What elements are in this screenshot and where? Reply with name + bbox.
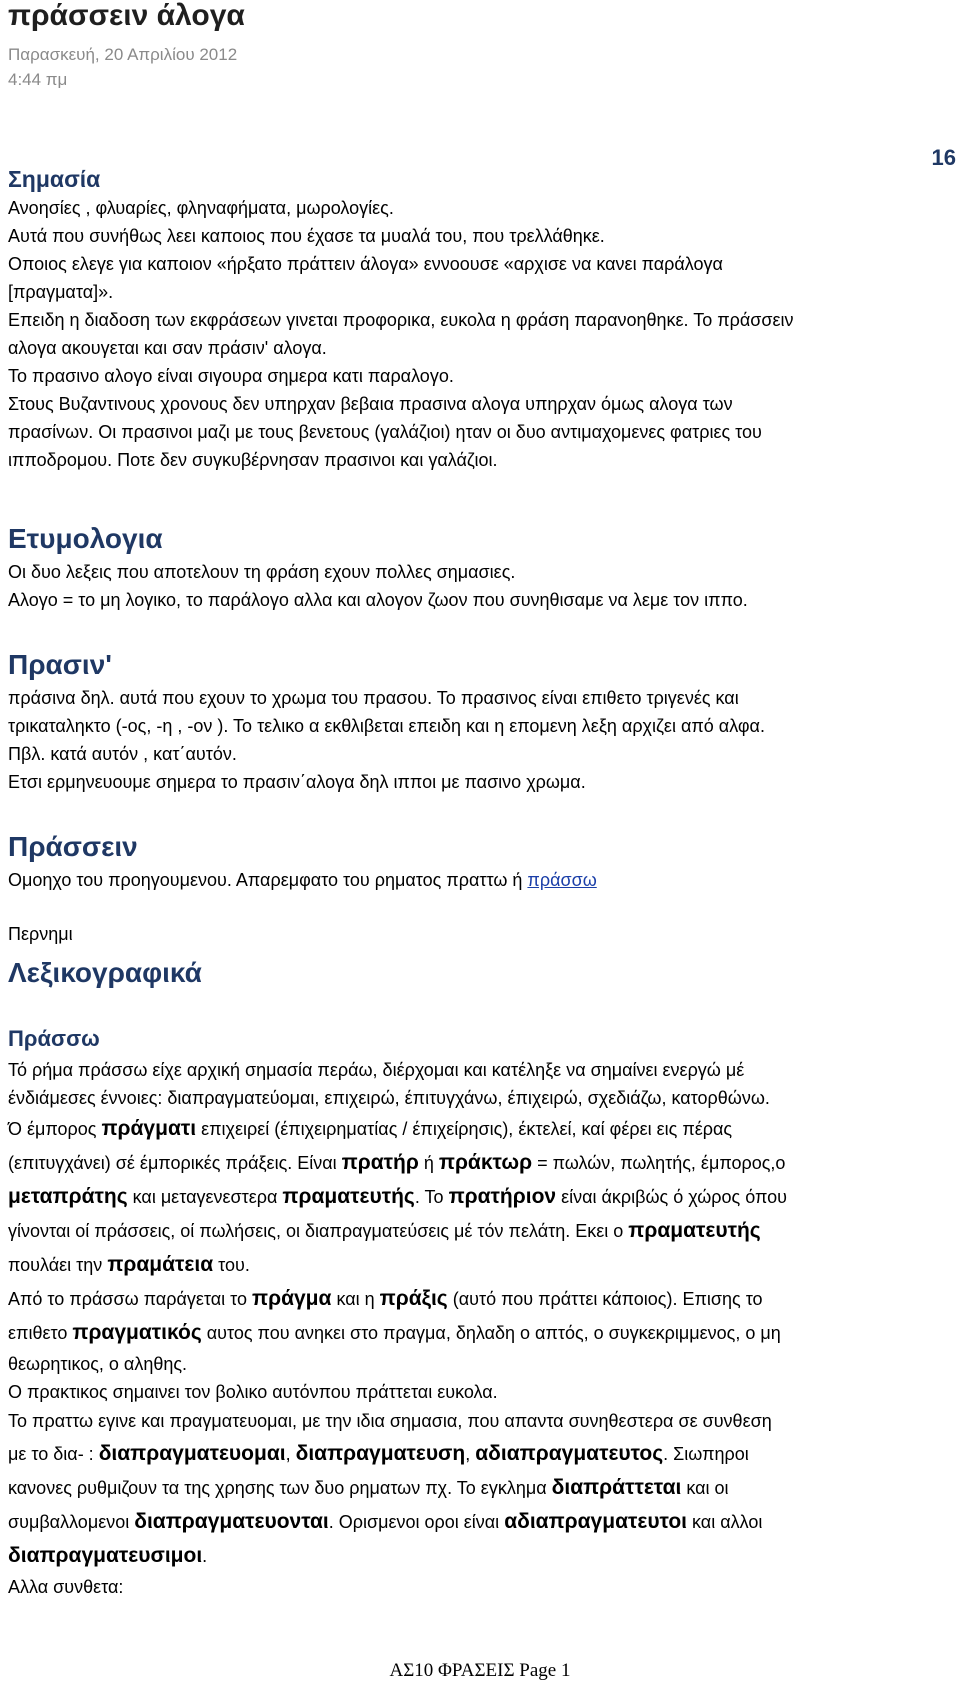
text-span: (αυτό που πράττει κάποιος). Επισης το xyxy=(447,1289,763,1309)
text-line: Τό ρήμα πράσσω είχε αρχική σημασία περάω, διέρχομαι και κατέληξε να σημαίνει ενεργώ μέ xyxy=(8,1060,745,1080)
date-label: Παρασκευή, 20 Απριλίου 2012 xyxy=(8,45,238,64)
bold-term: διαπραγματευση xyxy=(295,1442,466,1465)
bold-term: πραματευτής xyxy=(628,1219,761,1242)
bold-term: πράγμα xyxy=(252,1287,332,1310)
text-span: = πωλών, πωλητής, έμπορος,ο xyxy=(532,1153,786,1173)
text-span: , xyxy=(285,1444,296,1464)
section-lexicographic xyxy=(8,956,948,990)
text-span: (επιτυγχάνει) σέ έμπορικές πράξεις. Είναι xyxy=(8,1153,342,1173)
text-span: συμβαλλομενοι xyxy=(8,1512,135,1532)
text-line: [πραγματα]». xyxy=(8,282,114,302)
bold-term: πράξις xyxy=(379,1287,448,1310)
text-span: και αλλοι xyxy=(687,1512,763,1532)
text-span: κανονες ρυθμιζουν τα της χρησης των δυο ρηματων πχ. Το εγκλημα xyxy=(8,1478,552,1498)
text-line: Στους Βυζαντινους χρονους δεν υπηρχαν βεβαια πρασινα αλογα υπηρχαν όμως αλογα των xyxy=(8,394,733,414)
bold-term: πράκτωρ xyxy=(438,1151,533,1174)
text-span: . Ορισμενοι οροι είναι xyxy=(328,1512,505,1532)
text-span: Ό έμπορος xyxy=(8,1119,102,1139)
text-line: Ετσι ερμηνευουμε σημερα το πρασιν΄αλογα δηλ ιπποι με πασινο χρωμα. xyxy=(8,772,586,792)
bold-term: αδιαπραγματευτος xyxy=(475,1442,664,1465)
text-line: θεωρητικος, ο αληθης. xyxy=(8,1354,188,1374)
page-number-marker: 16 xyxy=(931,145,956,170)
text-span: . Σιωπηροι xyxy=(663,1444,749,1464)
text-line xyxy=(8,1146,948,1180)
text-span: αυτος που ανηκει στο πραγμα, δηλαδη ο απτός, ο συγκεκριμμενος, ο μη xyxy=(201,1323,781,1343)
heading-prasin: Πρασιν' xyxy=(8,649,112,680)
text-span: και οι xyxy=(681,1478,729,1498)
page-footer: ΑΣ10 ΦΡΑΣΕΙΣ Page 1 xyxy=(389,1660,571,1681)
bold-term: διαπραγματευομαι xyxy=(98,1442,286,1465)
prasso-link[interactable]: πράσσω xyxy=(527,870,597,890)
text-line: Οποιος ελεγε για καποιον «ήρξατο πράττειν άλογα» εννοουσε «αρχισε να κανει παράλογα xyxy=(8,254,723,274)
bold-term: πρατήρ xyxy=(341,1151,419,1174)
text-line xyxy=(8,1180,948,1214)
text-line: Το πρασινο αλογο είναι σιγουρα σημερα κατι παραλογο. xyxy=(8,366,454,386)
bold-term: διαπράττεται xyxy=(551,1476,682,1499)
text-line xyxy=(8,1214,948,1248)
text-line xyxy=(8,1282,948,1316)
bold-term: διαπραγματευονται xyxy=(134,1510,329,1533)
section-etymology xyxy=(8,522,948,614)
bold-term: πρατήριον xyxy=(448,1185,557,1208)
text-span: και μεταγενεστερα xyxy=(127,1187,283,1207)
text-span: είναι άκριβώς ό χώρος όπου xyxy=(556,1187,787,1207)
text-line: τρικαταληκτο (-ος, -η , -ον ). Το τελικο α εκθλιβεται επειδη και η επομενη λεξη αρχιζει από αλφα. xyxy=(8,716,765,736)
bold-term: αδιαπραγματευτοι xyxy=(504,1510,688,1533)
text-line xyxy=(8,1112,948,1146)
text-span: γίνονται οί πράσσεις, οί πωλήσεις, οι διαπραγματεύσεις μέ τόν πελάτη. Εκει ο xyxy=(8,1221,629,1241)
text-span: με το δια- : xyxy=(8,1444,99,1464)
text-line: Πβλ. κατά αυτόν , κατ΄αυτόν. xyxy=(8,744,237,764)
text-line: Αλλα συνθετα: xyxy=(8,1577,124,1597)
text-line xyxy=(8,1505,948,1539)
text-line: Αλογο = το μη λογικο, το παράλογο αλλα και αλογον ζωον που συνηθισαμε να λεμε τον ιππο. xyxy=(8,590,748,610)
text-line: ιπποδρομου. Ποτε δεν συγκυβέρνησαν πρασινοι και γαλάζιοι. xyxy=(8,450,498,470)
heading-etymology: Ετυμολογια xyxy=(8,523,163,554)
text-line: Ανοησίες , φλυαρίες, φληναφήματα, μωρολογίες. xyxy=(8,198,394,218)
text-line xyxy=(8,866,948,894)
text-span: . xyxy=(202,1546,208,1566)
text-line xyxy=(8,1248,948,1282)
bold-term: πράγματι xyxy=(101,1117,197,1140)
bold-term: μεταπράτης xyxy=(8,1185,128,1208)
text-span: επιχειρεί (έπιχειρηματίας / έπιχείρησις), έκτελεί, καί φέρει εις πέρας xyxy=(196,1119,733,1139)
text-span: πουλάει την xyxy=(8,1255,108,1275)
text-line: Αυτά που συνήθως λεει καποιος που έχασε τα μυαλά του, που τρελλάθηκε. xyxy=(8,226,605,246)
text-line: Επειδη η διαδοση των εκφράσεων γινεται προφορικα, ευκολα η φράση παρανοηθηκε. Το πράσσειν xyxy=(8,310,794,330)
section-prassein xyxy=(8,830,948,948)
text-line xyxy=(8,1539,948,1573)
text-line: αλογα ακουγεται και σαν πράσιν' αλογα. xyxy=(8,338,327,358)
time-label: 4:44 πμ xyxy=(8,70,68,89)
bold-term: πραγματικός xyxy=(72,1321,202,1344)
bold-term: πραμάτεια xyxy=(107,1253,214,1276)
text-line: ένδιάμεσες έννοιες: διαπραγματεύομαι, επιχειρώ, έπιτυγχάνω, έπιχειρώ, σχεδιάζω, κατορθώνω. xyxy=(8,1088,770,1108)
text-line xyxy=(8,1471,948,1505)
section-meaning xyxy=(8,164,948,474)
text-line: Ο πρακτικος σημαινει τον βολικο αυτόνπου πράττεται ευκολα. xyxy=(8,1382,498,1402)
text-span: ή xyxy=(418,1153,439,1173)
heading-lexicographic: Λεξικογραφικά xyxy=(8,957,202,988)
text-line: Οι δυο λεξεις που αποτελουν τη φράση εχουν πολλες σημασιες. xyxy=(8,562,516,582)
text-line: Το πραττω εγινε και πραγματευομαι, με την ιδια σημασια, που απαντα συνηθεστερα σε συνθεση xyxy=(8,1411,772,1431)
page-title: πράσσειν άλογα xyxy=(8,0,245,32)
text-span: του. xyxy=(213,1255,250,1275)
text-line xyxy=(8,1437,948,1471)
text-span: . Το xyxy=(414,1187,449,1207)
heading-prassein: Πράσσειν xyxy=(8,831,138,862)
section-prasso xyxy=(8,1024,948,1601)
text-line: Περνημι xyxy=(8,924,73,944)
heading-prasso: Πράσσω xyxy=(8,1026,100,1051)
prassein-text: Ομοηχο του προηγουμενου. Απαρεμφατο του ρηματος πραττω ή xyxy=(8,870,528,890)
heading-meaning: Σημασία xyxy=(8,166,101,192)
text-span: και η xyxy=(331,1289,380,1309)
text-line xyxy=(8,1316,948,1350)
text-line: πράσινα δηλ. αυτά που εχουν το χρωμα του πρασου. Το πρασινος είναι επιθετο τριγενές και xyxy=(8,688,739,708)
text-span: Από το πράσσω παράγεται το xyxy=(8,1289,253,1309)
bold-term: πραματευτής xyxy=(282,1185,415,1208)
text-span: επιθετο xyxy=(8,1323,73,1343)
section-prasin xyxy=(8,648,948,796)
text-line: πρασίνων. Οι πρασινοι μαζι με τους βενετους (γαλάζιοι) ηταν οι δυο αντιμαχομενες φατριες του xyxy=(8,422,762,442)
bold-term: διαπραγματευσιμοι xyxy=(8,1544,203,1567)
text-span: , xyxy=(465,1444,476,1464)
